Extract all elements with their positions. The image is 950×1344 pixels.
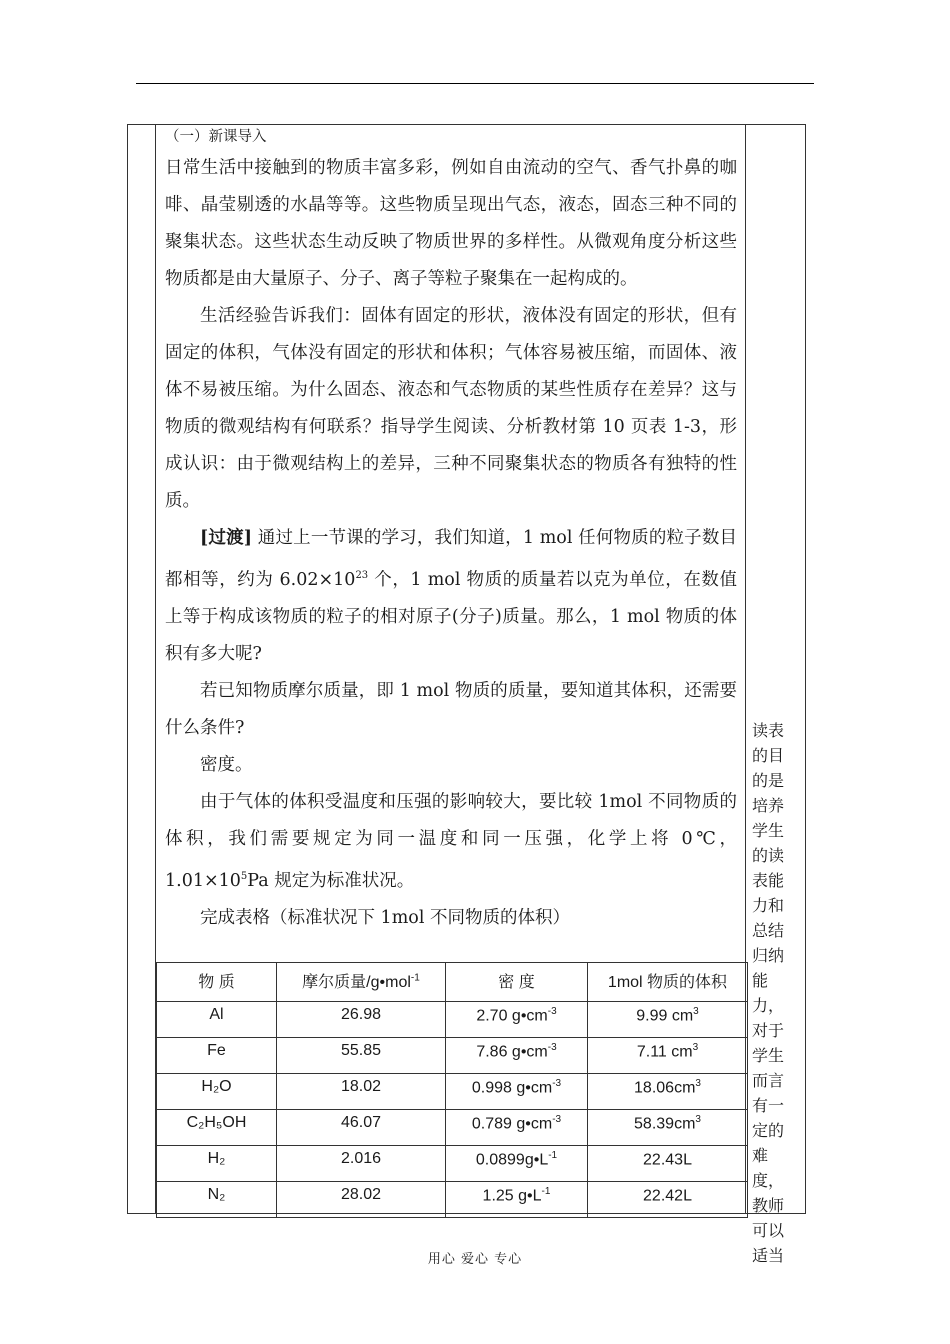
paragraph-intro: 日常生活中接触到的物质丰富多彩，例如自由流动的空气、香气扑鼻的咖啡、晶莹剔透的水晶等等。这些物质呈现出气态，液态，固态三种不同的聚集状态。这些状态生动反映了物质世界的多样性。从微观角度分析这些物质都是由大量原子、分子、离子等粒子聚集在一起构成的。 [165, 158, 737, 289]
table-header-row [157, 963, 748, 1002]
cell-volume: $18.06cm^3$ [588, 1074, 748, 1110]
cell-substance: Fe [157, 1038, 277, 1074]
cell-volume: 22.43L [588, 1146, 748, 1182]
header-rule [136, 83, 814, 84]
table-row [157, 1074, 748, 1110]
side-note: 读表的目的是培养学生的读表能力和总结归纳能力，对于学生而言有一定的难度，教师可以适当 [752, 721, 785, 1265]
cell-substance: Al [157, 1002, 277, 1038]
pressure-exponent: 5 [240, 870, 248, 882]
cell-density: $0.0899g•L^{-1}$ [446, 1146, 588, 1182]
header-density: 密 度 [446, 963, 588, 1002]
transition-label: [过渡] [200, 528, 253, 548]
paragraph-standard-conditions [165, 784, 737, 900]
cell-volume: 22.42L [588, 1182, 748, 1218]
cell-density: 7.86 $g•cm^{-3}$ [446, 1038, 588, 1074]
paragraph-answer: 密度。 [200, 754, 253, 775]
page-footer: 用心 爱心 专心 [427, 1252, 523, 1267]
transition-text-a: 通过上一节课的学习，我们知道，1 mol 任何物质的粒子数目都相等，约为 6.02×10 [165, 528, 737, 590]
cell-substance: H₂O [157, 1074, 277, 1110]
section-title: （一）新课导入 [165, 129, 267, 145]
header-molar-mass: 摩尔质量/g•mol$^{-1}$ [277, 963, 446, 1002]
cell-molar-mass: 26.98 [277, 1002, 446, 1038]
cell-substance: H₂ [157, 1146, 277, 1182]
molar-volume-table [156, 962, 748, 1218]
conditions-text-a: 由于气体的体积受温度和压强的影响较大，要比较 1mol 不同物质的体积，我们需要规定为同一温度和同一压强，化学上将 0℃，1.01×10 [165, 791, 737, 891]
table-row [157, 1146, 748, 1182]
cell-density: 0.998 $g•cm^{-3}$ [446, 1074, 588, 1110]
paragraph-table-intro: 完成表格（标准状况下 1mol 不同物质的体积） [200, 907, 570, 928]
table-row [157, 1182, 748, 1218]
cell-molar-mass: 2.016 [277, 1146, 446, 1182]
lesson-content [165, 124, 737, 937]
cell-molar-mass: 55.85 [277, 1038, 446, 1074]
cell-substance: N₂ [157, 1182, 277, 1218]
cell-density: 2.70 $g•cm^{-3}$ [446, 1002, 588, 1038]
conditions-text-b: Pa 规定为标准状况。 [247, 870, 415, 891]
table-row [157, 1038, 748, 1074]
header-substance: 物 质 [157, 963, 277, 1002]
cell-molar-mass: 18.02 [277, 1074, 446, 1110]
paragraph-question: 若已知物质摩尔质量，即 1 mol 物质的质量，要知道其体积，还需要什么条件? [165, 680, 737, 738]
header-volume: 1mol 物质的体积 [588, 963, 748, 1002]
cell-density: 0.789 $g•cm^{-3}$ [446, 1110, 588, 1146]
cell-molar-mass: 28.02 [277, 1182, 446, 1218]
cell-volume: 7.11 $cm^3$ [588, 1038, 748, 1074]
table-row [157, 1002, 748, 1038]
cell-density: 1.25 $g•L^{-1}$ [446, 1182, 588, 1218]
cell-molar-mass: 46.07 [277, 1110, 446, 1146]
transition-text-b: 个，1 mol 物质的质量若以克为单位，在数值上等于构成该物质的粒子的相对原子(分子)质量。那么，1 mol 物质的体积有多大呢? [165, 569, 737, 664]
cell-substance: C₂H₅OH [157, 1110, 277, 1146]
avogadro-exponent: 23 [355, 570, 369, 581]
table-row [157, 1110, 748, 1146]
cell-volume: $58.39cm^3$ [588, 1110, 748, 1146]
paragraph-experience: 生活经验告诉我们：固体有固定的形状，液体没有固定的形状，但有固定的体积，气体没有固定的形状和体积；气体容易被压缩，而固体、液体不易被压缩。为什么固态、液态和气态物质的某些性质存在差异？这与物质的微观结构有何联系？指导学生阅读、分析教材第 10 页表 1-3，形成认识：由于微观结构上的差异，三种不同聚集状态的物质各有独特的性质。 [165, 306, 737, 511]
paragraph-transition [165, 520, 737, 673]
cell-volume: 9.99 $cm^3$ [588, 1002, 748, 1038]
